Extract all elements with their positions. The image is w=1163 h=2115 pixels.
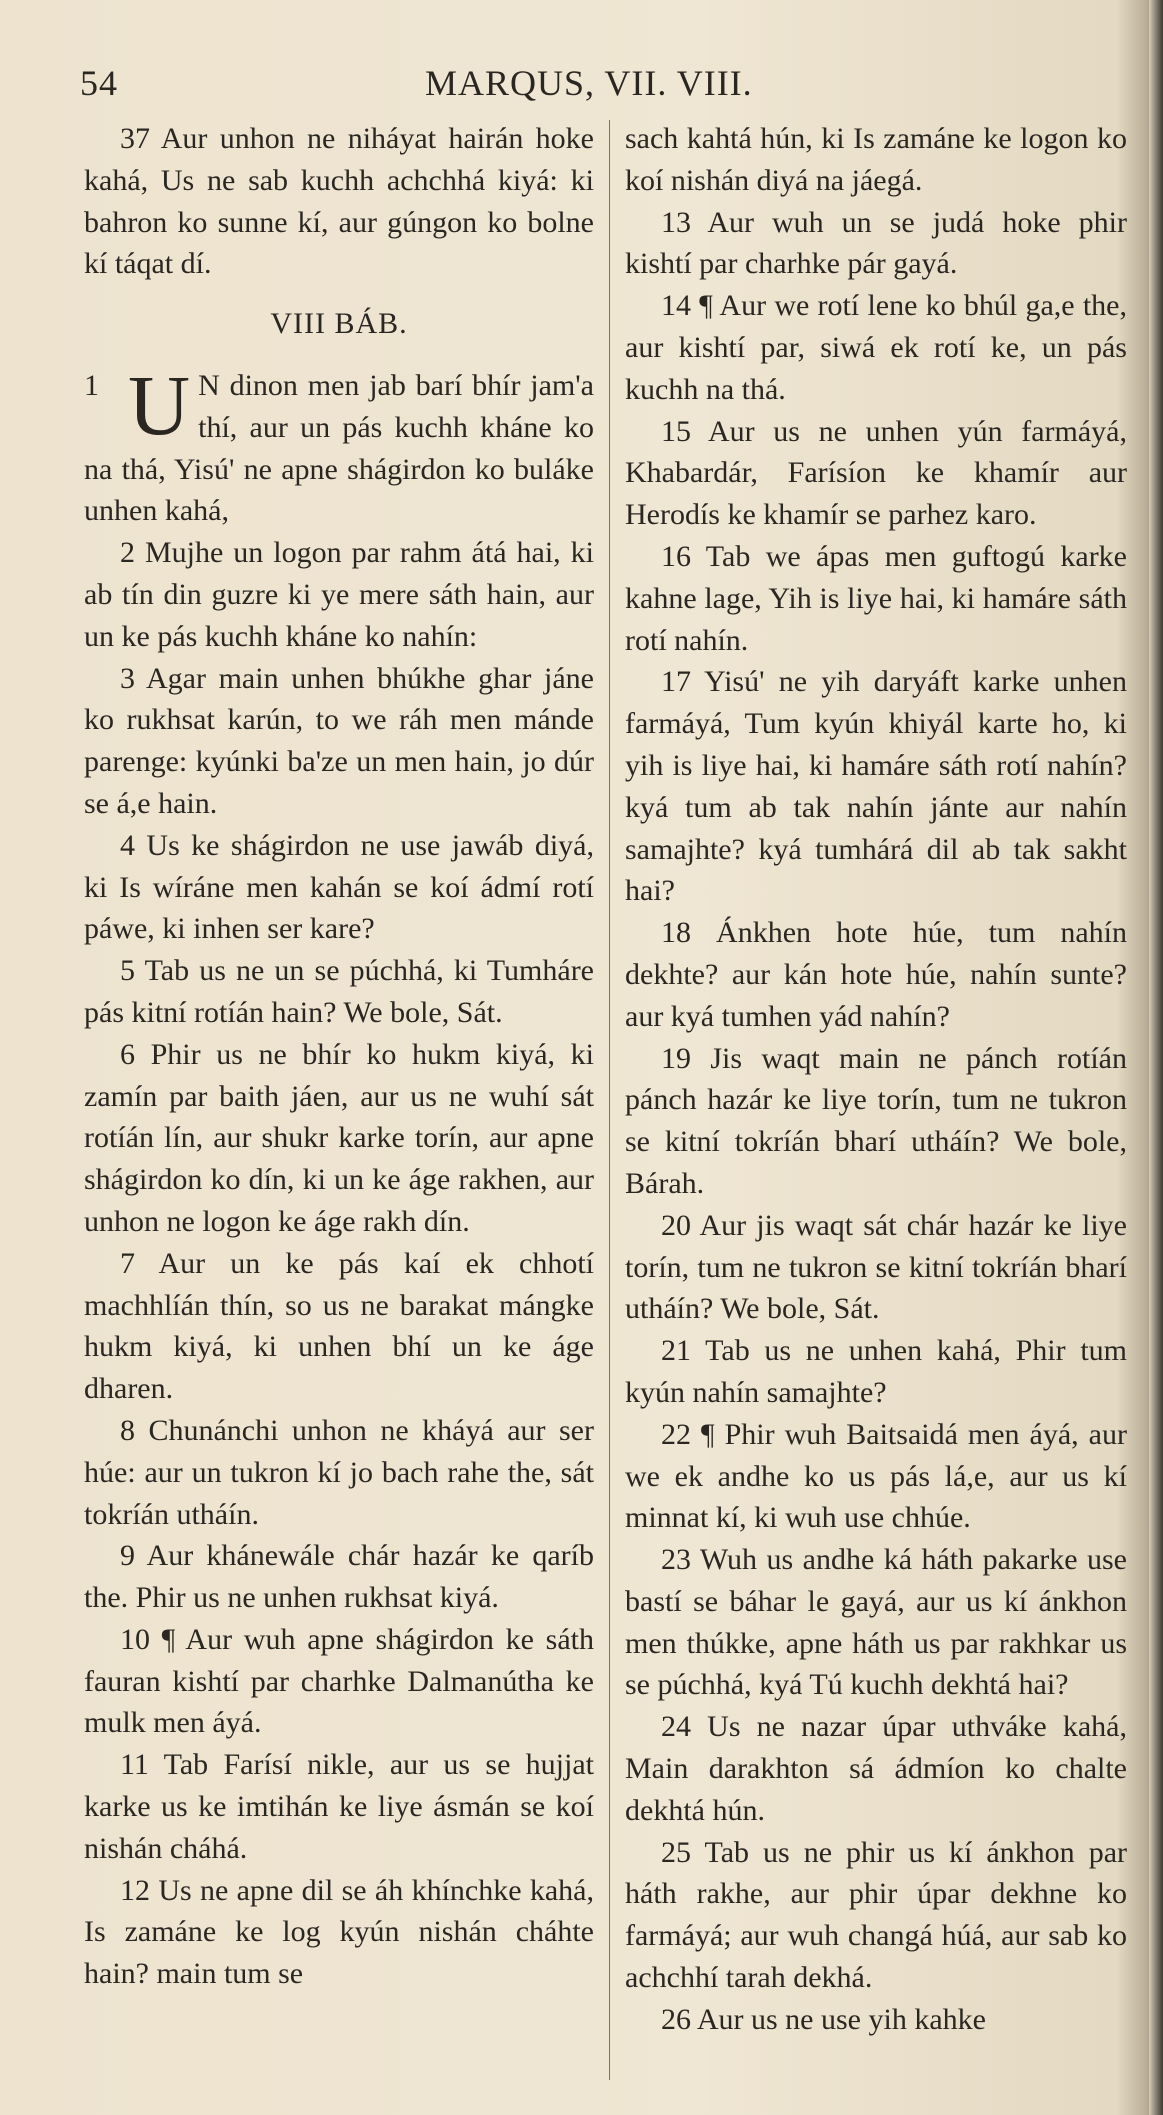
drop-cap: U bbox=[128, 356, 191, 453]
verse-24: 24 Us ne nazar úpar uthváke kahá, Main darakhton sá ádmíon ko chalte dekhtá hún. bbox=[625, 1710, 1127, 1827]
verse-2: 2 Mujhe un logon par rahm átá hai, ki ab tín din guzre ki ye mere sáth hain, aur un ke pás kuchh kháne ko nahín: bbox=[84, 536, 594, 653]
verse-15: 15 Aur us ne unhen yún farmáyá, Khabardár, Farísíon ke khamír aur Herodís ke khamír se parhez karo. bbox=[625, 414, 1127, 532]
verse-6: 6 Phir us ne bhír ko hukm kiyá, ki zamín par baith jáen, aur us ne wuhí sát rotíán lín, aur shukr karke torín, aur apne shágirdon ko dín, ki un ke áge rakhen, aur unhon ne logon ke áge rakh dín. bbox=[84, 1037, 594, 1238]
verse-11: 11 Tab Farísí nikle, aur us se hujjat karke us ke imtihán ke liye ásmán se koí nishán cháhá. bbox=[84, 1748, 594, 1865]
verse-8: 8 Chunánchi unhon ne kháyá aur ser húe: aur un tukron kí jo bach rahe the, sát tokríán utháín. bbox=[84, 1413, 594, 1531]
verse-18: 18 Ánkhen hote húe, tum nahín dekhte? aur kán hote húe, nahín sunte? aur kyá tumhen yád nahín? bbox=[625, 916, 1127, 1033]
verse-12: 12 Us ne apne dil se áh khínchke kahá, Is zamáne ke log kyún nishán cháhte hain? main tum se bbox=[84, 1873, 594, 1991]
verse-1-text: N dinon men jab barí bhír jam'a thí, aur un pás kuchh kháne ko na thá, Yisú' ne apne shágirdon ko buláke unhen kahá, bbox=[84, 368, 594, 528]
right-column bbox=[625, 118, 1127, 2041]
page-number: 54 bbox=[80, 63, 118, 103]
left-column bbox=[84, 118, 594, 1995]
verse-3: 3 Agar main unhen bhúkhe ghar jáne ko rukhsat karún, to we ráh men mánde parenge: kyúnki ba'ze un men hain, jo dúr se á,e hain. bbox=[84, 661, 594, 820]
verse-1 bbox=[84, 356, 594, 532]
verse-10: 10 ¶ Aur wuh apne shágirdon ke sáth fauran kishtí par charhke Dalmanútha ke mulk men áyá. bbox=[84, 1622, 594, 1740]
verse-21: 21 Tab us ne unhen kahá, Phir tum kyún nahín samajhte? bbox=[625, 1334, 1127, 1409]
verse-12-continued: sach kahtá hún, ki Is zamáne ke logon ko koí nishán diyá na jáegá. bbox=[625, 122, 1127, 197]
verse-13: 13 Aur wuh un se judá hoke phir kishtí par charhke pár gayá. bbox=[625, 205, 1127, 281]
verse-19: 19 Jis waqt main ne pánch rotíán pánch hazár ke liye torín, tum ne tukron se kitní tokríán bharí utháín? We bole, Bárah. bbox=[625, 1041, 1127, 1200]
page-edge-shadow bbox=[1149, 0, 1163, 2115]
verse-14: 14 ¶ Aur we rotí lene ko bhúl ga,e the, aur kishtí par, siwá ek rotí ke, un pás kuchh na thá. bbox=[625, 289, 1127, 406]
verse-25: 25 Tab us ne phir us kí ánkhon par háth rakhe, aur phir úpar dekhne ko farmáyá; aur wuh changá húá, aur sab ko achchhí tarah dekhá. bbox=[625, 1835, 1127, 1995]
verse-5: 5 Tab us ne un se púchhá, ki Tumháre pás kitní rotíán hain? We bole, Sát. bbox=[84, 954, 594, 1029]
verse-17: 17 Yisú' ne yih daryáft karke unhen farmáyá, Tum kyún khiyál karte ho, ki yih is liye hai, ki hamáre sáth rotí nahín? kyá tum ab tak nahín jánte aur nahín samajhte? kyá tumhárá dil ab tak sakht hai? bbox=[625, 665, 1127, 908]
verse-16: 16 Tab we ápas men guftogú karke kahne lage, Yih is liye hai, ki hamáre sáth rotí nahín. bbox=[625, 539, 1127, 657]
page-header bbox=[80, 62, 1120, 112]
verse-37: 37 Aur unhon ne niháyat hairán hoke kahá, Us ne sab kuchh achchhá kiyá: ki bahron ko sunne kí, aur gúngon ko bolne kí táqat dí. bbox=[84, 122, 594, 281]
verse-26: 26 Aur us ne use yih kahke bbox=[661, 2002, 986, 2036]
verse-1-number: 1 bbox=[84, 368, 99, 402]
verse-23: 23 Wuh us andhe ká háth pakarke use bastí se báhar le gayá, aur us kí ánkhon men thúkke, apne háth us par rakhkar us se púchhá, kyá Tú kuchh dekhtá hai? bbox=[625, 1543, 1127, 1702]
verse-22: 22 ¶ Phir wuh Baitsaidá men áyá, aur we ek andhe ko us pás lá,e, aur us kí minnat kí, ki wuh use chhúe. bbox=[625, 1417, 1127, 1535]
verse-20: 20 Aur jis waqt sát chár hazár ke liye torín, tum ne tukron se kitní tokríán bharí utháín? We bole, Sát. bbox=[625, 1208, 1127, 1326]
verse-7: 7 Aur un ke pás kaí ek chhotí machhlíán thín, so us ne barakat mángke hukm kiyá, ki unhen bhí un ke áge dharen. bbox=[84, 1246, 594, 1406]
column-rule bbox=[609, 120, 610, 2080]
chapter-heading: VIII BÁB. bbox=[270, 307, 408, 341]
running-title: MARQUS, VII. VIII. bbox=[425, 63, 753, 103]
verse-9: 9 Aur khánewále chár hazár ke qaríb the. Phir us ne unhen rukhsat kiyá. bbox=[84, 1539, 594, 1615]
verse-4: 4 Us ke shágirdon ne use jawáb diyá, ki Is wíráne men kahán se koí ádmí rotí páwe, ki inhen ser kare? bbox=[84, 828, 594, 946]
